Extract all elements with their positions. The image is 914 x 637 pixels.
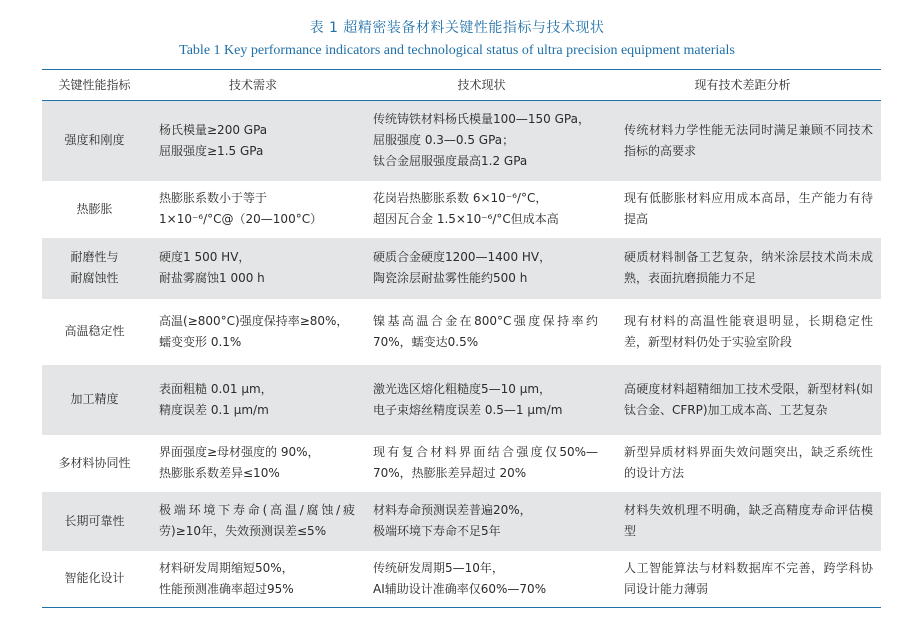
header-status: 技术现状 (359, 70, 604, 101)
table-body (42, 101, 881, 608)
table-row (42, 238, 881, 299)
table-caption-english: Table 1 Key performance indicators and technological status of ultra precision equipment materials (179, 43, 735, 58)
requirement-cell: 材料研发周期缩短50%， 性能预测准确率超过95% (159, 560, 294, 596)
gap-cell: 现有低膨胀材料应用成本高昂，生产能力有待提高 (624, 191, 873, 226)
gap-cell: 新型异质材料界面失效问题突出，缺乏系统性的设计方法 (624, 445, 873, 480)
header-row (42, 70, 881, 101)
table-row (42, 299, 881, 365)
requirement-cell: 杨氏模量≥200 GPa 屈服强度≥1.5 GPa (159, 122, 268, 158)
table-row (42, 435, 881, 492)
requirement-cell: 热膨胀系数小于等于 1×10⁻⁶/°C@（20—100°C） (159, 191, 323, 226)
requirement-cell: 高温(≥800°C)强度保持率≥80%， 蠕变变形 0.1% (159, 313, 349, 349)
header-indicator: 关键性能指标 (42, 70, 147, 101)
gap-cell: 材料失效机理不明确，缺乏高精度寿命评估模型 (624, 503, 873, 538)
table-row (42, 551, 881, 608)
table-caption-chinese: 表 1 超精密装备材料关键性能指标与技术现状 (309, 20, 605, 36)
status-cell: 镍基高温合金在800°C强度保持率约70%，蠕变达0.5% (373, 313, 598, 349)
indicator-cell: 高温稳定性 (64, 324, 125, 338)
header-gap: 现有技术差距分析 (604, 70, 881, 101)
table-row (42, 181, 881, 238)
gap-cell: 高硬度材料超精细加工技术受限，新型材料(如钛合金、CFRP)加工成本高、工艺复杂 (624, 381, 873, 417)
table-row (42, 492, 881, 551)
gap-cell: 人工智能算法与材料数据库不完善，跨学科协同设计能力薄弱 (624, 560, 873, 596)
status-cell: 花岗岩热膨胀系数 6×10⁻⁶/°C， 超因瓦合金 1.5×10⁻⁶/°C但成本高 (373, 191, 559, 226)
indicator-cell: 多材料协同性 (58, 455, 131, 470)
status-cell: 现有复合材料界面结合强度仅50%—70%，热膨胀差异超过 20% (373, 445, 598, 480)
indicator-cell: 热膨胀 (76, 201, 113, 216)
table-row (42, 365, 881, 435)
status-cell: 材料寿命预测误差普遍20%， 极端环境下寿命不足5年 (373, 503, 532, 538)
indicator-cell: 耐磨性与 耐腐蚀性 (70, 250, 119, 285)
indicator-cell: 强度和刚度 (64, 133, 125, 148)
requirement-cell: 界面强度≥母材强度的 90%， 热膨胀系数差异≤10% (159, 445, 320, 480)
status-cell: 硬质合金硬度1200—1400 HV， 陶瓷涂层耐盐雾性能约500 h (373, 250, 552, 285)
gap-cell: 传统材料力学性能无法同时满足兼顾不同技术指标的高要求 (624, 122, 873, 158)
gap-cell: 硬质材料制备工艺复杂，纳米涂层技术尚未成熟，表面抗磨损能力不足 (624, 250, 873, 285)
table-header (42, 70, 881, 101)
indicator-cell: 长期可靠性 (64, 513, 125, 528)
requirement-cell: 硬度1 500 HV， 耐盐雾腐蚀1 000 h (159, 250, 265, 285)
status-cell: 传统研发周期5—10年， AI辅助设计准确率仅60%—70% (373, 560, 547, 596)
status-cell: 激光选区熔化粗糙度5—10 μm， 电子束熔丝精度误差 0.5—1 μm/m (373, 381, 563, 417)
requirement-cell: 表面粗糙 0.01 μm， 精度误差 0.1 μm/m (159, 381, 273, 417)
header-requirement: 技术需求 (147, 70, 359, 101)
table-row (42, 101, 881, 181)
indicator-cell: 加工精度 (70, 392, 119, 406)
performance-table (42, 69, 881, 608)
requirement-cell: 极端环境下寿命(高温/腐蚀/疲劳)≥10年，失效预测误差≤5% (159, 503, 355, 538)
indicator-cell: 智能化设计 (64, 571, 125, 586)
status-cell: 传统铸铁材料杨氏模量100—150 GPa， 屈服强度 0.3—0.5 GPa； 钛合金屈服强度最高1.2 GPa (373, 112, 590, 169)
gap-cell: 现有材料的高温性能衰退明显，长期稳定性差，新型材料仍处于实验室阶段 (624, 313, 873, 349)
